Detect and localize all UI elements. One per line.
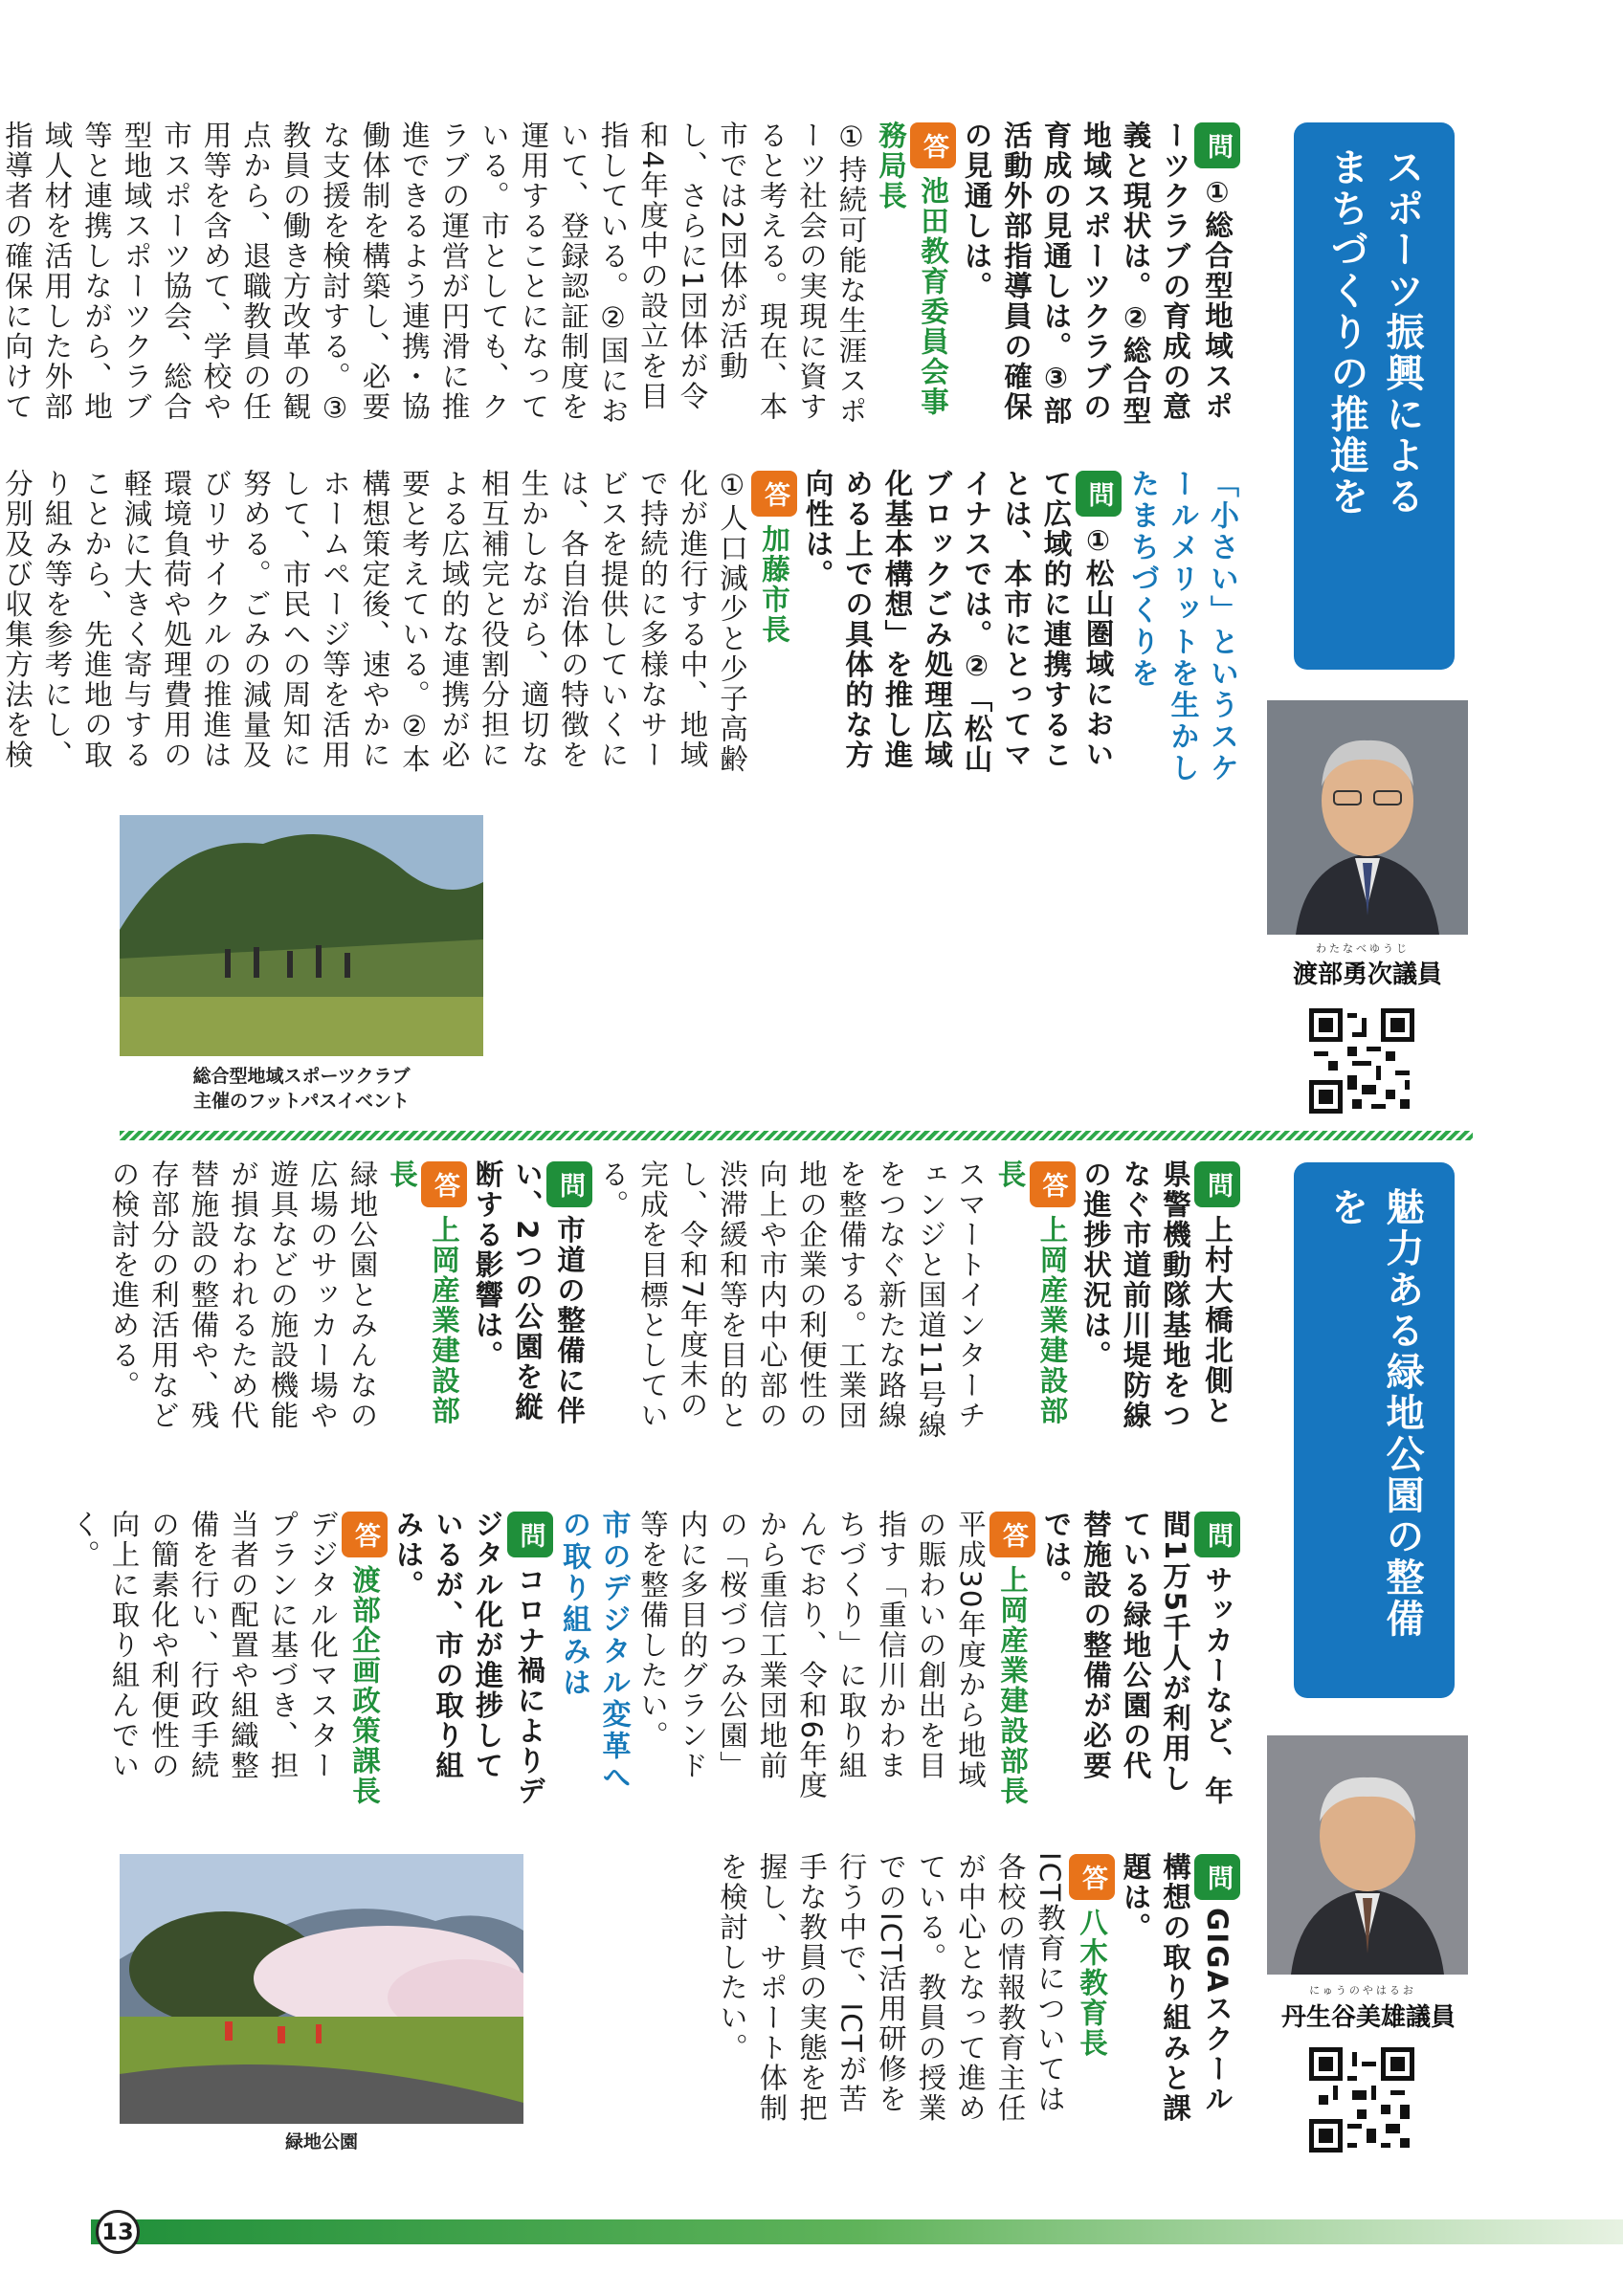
question-badge: 問 (1194, 1161, 1240, 1207)
answer-text: ①持続可能な生涯スポーツ社会の実現に資すると考える。現在、本市では2団体が活動し、さらに1団体が令和4年度中の設立を目指している。②国において、登録認証制度を運用することになっている。市としても、クラブの運営が円滑に推進できるよう連携・協働体制を構築し、必要な支援を検討する。③教員の働き方改革の観点から、退職教員の任用等を含めて、学校や市スポーツ協会、総合型地域スポーツクラブ等と連携しながら、地域人材を活用した外部指導者の確保に向けて (1, 121, 868, 427)
answer-text: ICT教育については各校の情報教育主任が中心となって進めている。教員の授業でのICT活用研修を行う中で、ICTが苦手な教員の実態を把握し、サポート体制を検討したい。 (716, 1852, 1066, 2124)
question-badge: 問 (1076, 471, 1122, 517)
answer-text: 緑地公園とみんなの広場のサッカー場や遊具などの施設機能が損なわれるため代替施設の整備や、残存部分の利活用などの検討を進める。 (107, 1159, 379, 1431)
section1-title: スポーツ振興による まちづくりの推進を (1294, 122, 1455, 670)
section2-qa-column-1 (107, 1159, 1240, 1446)
question-text: ①総合型地域スポーツクラブの育成の意義と現状は。②総合型地域スポーツクラブの育成の見通しは。③部活動外部指導員の確保の見通しは。 (960, 121, 1234, 427)
footpath-event-photo (120, 815, 483, 1056)
photo-caption: 総合型地域スポーツクラブ 主催のフットパスイベント (192, 1066, 411, 1112)
member-name-ruby: わたなべゆうじ (1316, 942, 1410, 955)
question-text: サッカーなど、年間1万5千人が利用している緑地公園の代替施設の整備が必要では。 (1039, 1510, 1234, 1806)
member-photo-watanabe (1267, 700, 1468, 935)
answer-speaker: 八木教育長 (1076, 1908, 1108, 2059)
sub-heading: 「小さい」というスケールメリットを生かしたまちづくりを (1125, 469, 1238, 784)
question-text: 市道の整備に伴い、2つの公園を縦断する影響は。 (471, 1159, 586, 1426)
section1-qa-column-1 (1, 121, 1240, 427)
section1-qa-column-2 (1, 469, 1240, 794)
question-badge: 問 (507, 1512, 553, 1557)
answer-badge: 答 (910, 122, 956, 168)
answer-badge: 答 (1069, 1854, 1115, 1900)
photo-caption: 緑地公園 (284, 2131, 358, 2152)
question-badge: 問 (1194, 1512, 1240, 1557)
section-divider (120, 1131, 1473, 1140)
question-badge: 問 (546, 1161, 592, 1207)
question-text: GIGAスクール構想の取り組みと課題は。 (1119, 1852, 1234, 2124)
answer-speaker: 上岡産業建設部長 (996, 1565, 1029, 1806)
sub-heading: 市のデジタル変革への取り組みは (557, 1510, 631, 1794)
answer-text: 平成30年度から地域の賑わいの創出を目指す「重信川かわまちづくり」に取り組んでおり、令和6年度から重信工業団地前の「桜づつみ公園」内に多目的グランド等を整備したい。 (636, 1510, 987, 1801)
section2-qa-column-2 (68, 1510, 1240, 1806)
answer-text: スマートインターチェンジと国道11号線をつなぐ新たな路線を整備する。工業団地の企業の利便性の向上や市内中心部の渋滞緩和等を目的とし、令和7年度末の完成を目標としている。 (596, 1159, 987, 1441)
section2-title: 魅力ある緑地公園の整備を (1294, 1162, 1455, 1698)
answer-text: デジタル化マスタープランに基づき、担当者の配置や組織整備を行い、行政手続の簡素化や利便性の向上に取り組んでいく。 (68, 1510, 339, 1781)
answer-speaker: 渡部企画政策課長 (348, 1565, 381, 1806)
question-text: 上村大橋北側と県警機動隊基地をつなぐ市道前川堤防線の進捗状況は。 (1079, 1159, 1234, 1431)
answer-badge: 答 (342, 1512, 388, 1557)
answer-badge: 答 (421, 1161, 467, 1207)
answer-badge: 答 (989, 1512, 1035, 1557)
section2-qa-column-3 (589, 1852, 1240, 2139)
green-park-photo (120, 1854, 523, 2124)
qr-code[interactable] (1309, 1008, 1414, 1114)
footer-bar (91, 2219, 1623, 2244)
question-badge: 問 (1194, 122, 1240, 168)
qr-code[interactable] (1309, 2047, 1414, 2152)
page-number: 13 (96, 2210, 140, 2254)
answer-badge: 答 (1030, 1161, 1076, 1207)
answer-badge: 答 (751, 471, 797, 517)
member-photo-nyunoya (1267, 1735, 1468, 1975)
answer-speaker: 上岡産業建設部長 (993, 1159, 1069, 1426)
answer-speaker: 池田教育委員会事務局長 (875, 121, 949, 417)
answer-speaker: 加藤市長 (758, 524, 790, 645)
question-text: ①松山圏域において広域的に連携することは、本市にとってマイナスでは。②「松山ブロックごみ処理広域化基本構想」を推し進める上での具体的な方向性は。 (801, 469, 1115, 775)
member-name: 丹生谷美雄議員 (1280, 2003, 1456, 2032)
answer-text: ①人口減少と少子高齢化が進行する中、地域で持続的に多様なサービスを提供していくには、各自治体の特徴を生かしながら、適切な相互補完と役割分担による広域的な連携が必要と考えている。②本構想策定後、速やかにホームページ等を活用して、市民への周知に努める。ごみの減量及びリサイクルの推進は環境負荷や処理費用の軽減に大きく寄与することから、先進地の取り組み等を参考にし、分別及び収集方法を検 (1, 469, 748, 775)
member-name: 渡部勇次議員 (1292, 960, 1442, 989)
answer-speaker: 上岡産業建設部長 (386, 1159, 460, 1426)
question-text: コロナ禍によりデジタル化が進捗しているが、市の取り組みは。 (391, 1510, 546, 1806)
member-name-ruby: にゅうのやはるお (1309, 1984, 1416, 1997)
question-badge: 問 (1194, 1854, 1240, 1900)
